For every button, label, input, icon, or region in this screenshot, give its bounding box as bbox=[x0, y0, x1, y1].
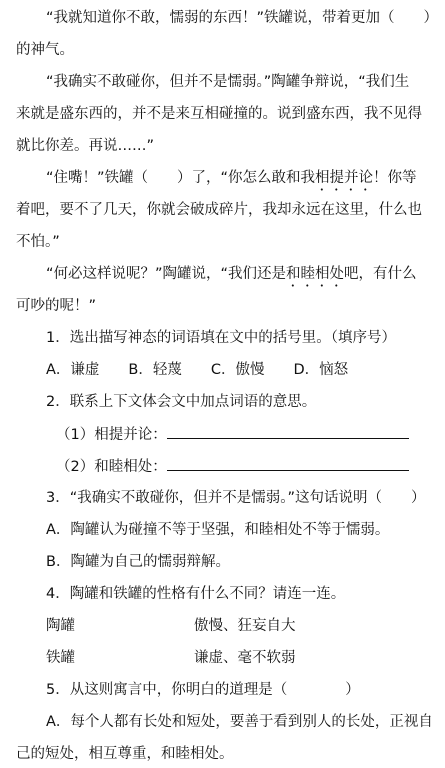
question-5: 5．从这则寓言中，你明白的道理是（ ） bbox=[46, 682, 360, 698]
story-line: 的神气。 bbox=[16, 42, 74, 58]
question-5-option-a: A．每个人都有长处和短处，要善于看到别人的长处，正视自 bbox=[46, 714, 433, 730]
question-2-item-label: （1）相提并论： bbox=[56, 427, 167, 443]
match-row bbox=[46, 616, 296, 636]
match-right-item[interactable]: 傲慢、狂妄自大 bbox=[194, 618, 296, 634]
question-2-item-1 bbox=[56, 424, 409, 445]
story-text: “何必这样说呢？”陶罐说，“我们还是 bbox=[46, 266, 287, 282]
story-line: “我确实不敢碰你，但并不是懦弱。”陶罐争辩说，“我们生 bbox=[46, 74, 410, 90]
question-4: 4．陶罐和铁罐的性格有什么不同？请连一连。 bbox=[46, 586, 346, 602]
question-3-option-b: B．陶罐为自己的懦弱辩解。 bbox=[46, 554, 230, 570]
story-line: 不怕。” bbox=[16, 234, 60, 250]
question-1-options: A．谦虚 B．轻蔑 C．傲慢 D．恼怒 bbox=[46, 362, 349, 378]
question-2: 2．联系上下文体会文中加点词语的意思。 bbox=[46, 394, 317, 410]
answer-blank[interactable] bbox=[167, 456, 409, 471]
story-text: “住嘴！”铁罐（ ）了，“你怎么敢和我 bbox=[46, 170, 316, 186]
story-line: 可吵的呢！” bbox=[16, 298, 97, 314]
question-1: 1．选出描写神态的词语填在文中的括号里。（填序号） bbox=[46, 330, 396, 346]
story-line bbox=[46, 264, 417, 290]
question-5-option-a-cont: 己的短处，相互尊重，和睦相处。 bbox=[16, 746, 234, 762]
story-text: ！你等 bbox=[373, 170, 417, 186]
story-line: “我就知道你不敢，懦弱的东西！”铁罐说，带着更加（ ） bbox=[46, 10, 439, 26]
match-left-item[interactable]: 铁罐 bbox=[46, 650, 75, 666]
match-left-item[interactable]: 陶罐 bbox=[46, 618, 75, 634]
question-2-item-label: （2）和睦相处： bbox=[56, 459, 167, 475]
story-line bbox=[46, 168, 417, 194]
answer-blank[interactable] bbox=[167, 424, 409, 439]
question-2-item-2 bbox=[56, 456, 409, 477]
dotted-phrase: 相提并论 bbox=[315, 170, 374, 186]
dotted-phrase: 和睦相处 bbox=[286, 266, 345, 282]
question-3: 3．“我确实不敢碰你，但并不是懦弱。”这句话说明（ ） bbox=[46, 490, 426, 506]
story-text: 吧，有什么 bbox=[344, 266, 417, 282]
question-3-option-a: A．陶罐认为碰撞不等于坚强，和睦相处不等于懦弱。 bbox=[46, 522, 390, 538]
match-right-item[interactable]: 谦虚、毫不软弱 bbox=[194, 650, 296, 666]
story-line: 来就是盛东西的，并不是来互相碰撞的。说到盛东西，我不见得 bbox=[16, 106, 422, 122]
match-row bbox=[46, 648, 296, 668]
story-line: 着吧，要不了几天，你就会破成碎片，我却永远在这里，什么也 bbox=[16, 202, 422, 218]
story-line: 就比你差。再说……” bbox=[16, 138, 155, 154]
